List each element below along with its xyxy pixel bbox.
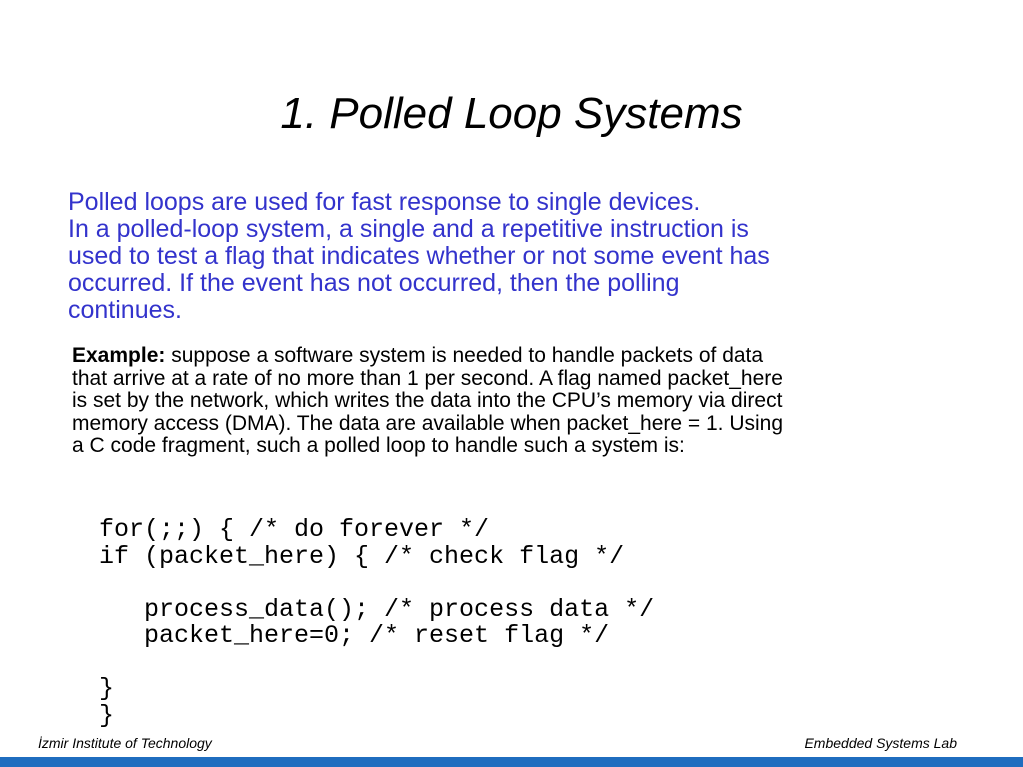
code-line: packet_here=0; /* reset flag */ (99, 621, 610, 650)
code-line (99, 650, 654, 677)
code-block (99, 517, 654, 729)
intro-paragraph (68, 189, 968, 324)
code-line: if (packet_here) { /* check flag */ (99, 541, 625, 571)
intro-line: Polled loops are used for fast response to single devices. (68, 188, 701, 216)
example-line (72, 345, 952, 368)
slide-title: 1. Polled Loop Systems (280, 89, 743, 138)
example-line: a C code fragment, such a polled loop to handle such a system is: (72, 434, 685, 457)
example-line: is set by the network, which writes the data into the CPU’s memory via direct (72, 389, 783, 412)
intro-line: In a polled-loop system, a single and a repetitive instruction is (68, 215, 749, 243)
code-line: } (99, 700, 115, 730)
example-line: memory access (DMA). The data are available when packet_here = 1. Using (72, 411, 784, 435)
example-paragraph (72, 345, 952, 458)
footer-bar (0, 757, 1023, 767)
example-line: that arrive at a rate of no more than 1 per second. A flag named packet_here (72, 366, 783, 390)
code-line: for(;;) { /* do forever */ (99, 515, 490, 544)
intro-line: continues. (68, 296, 182, 324)
code-line: } (99, 674, 115, 703)
code-line: process_data(); /* process data */ (99, 594, 655, 624)
code-line (99, 570, 654, 597)
example-text: suppose a software system is needed to handle packets of data (165, 344, 764, 367)
intro-line: used to test a flag that indicates whether or not some event has (68, 242, 770, 270)
footer-institution: İzmir Institute of Technology (38, 735, 212, 751)
footer-lab: Embedded Systems Lab (804, 735, 957, 751)
example-label: Example: (72, 344, 166, 367)
intro-line: occurred. If the event has not occurred, then the polling (68, 269, 680, 297)
